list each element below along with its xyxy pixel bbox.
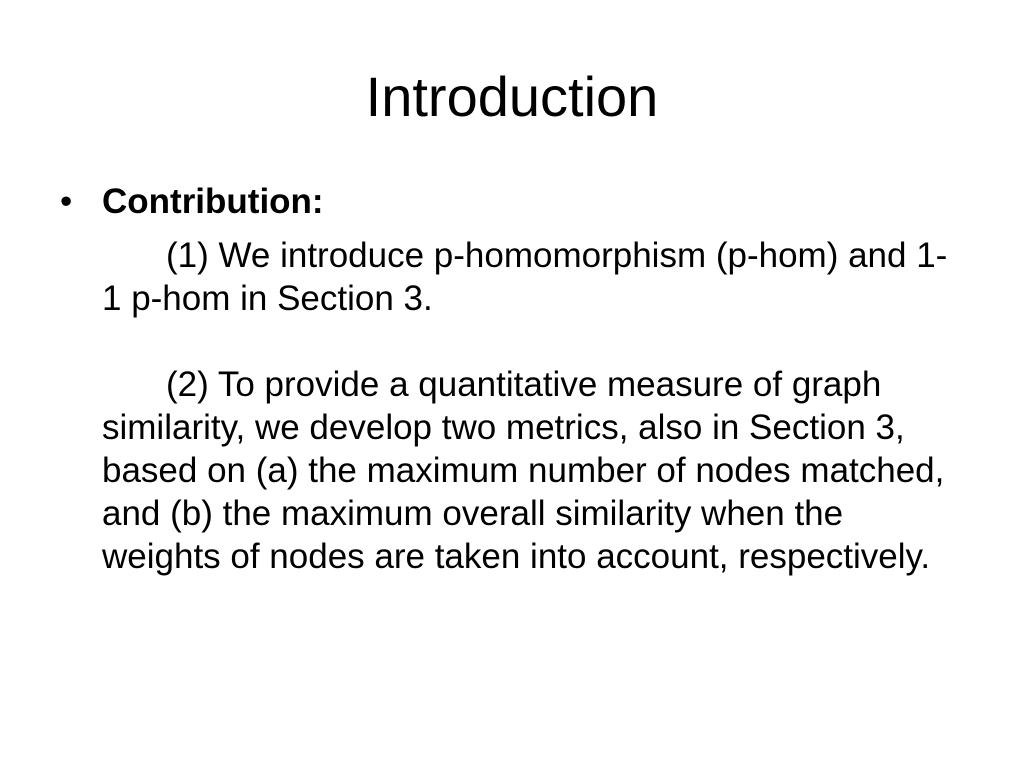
- slide-title: Introduction: [365, 65, 659, 128]
- bullet-icon: •: [60, 182, 73, 221]
- bullet-heading: Contribution:: [102, 182, 324, 221]
- bullet-item-contribution: [60, 180, 960, 223]
- contribution-paragraph-1: (1) We introduce p-homomorphism (p-hom) and 1-1 p-hom in Section 3.: [102, 236, 948, 318]
- contribution-paragraph-2: (2) To provide a quantitative measure of graph similarity, we develop two metrics, also in Section 3, based on (a) the maximum number of nodes matched, and (b) the maximum overall similarity when the weights of nodes are taken into account, respectively.: [102, 365, 945, 576]
- bullet-list: [60, 180, 960, 578]
